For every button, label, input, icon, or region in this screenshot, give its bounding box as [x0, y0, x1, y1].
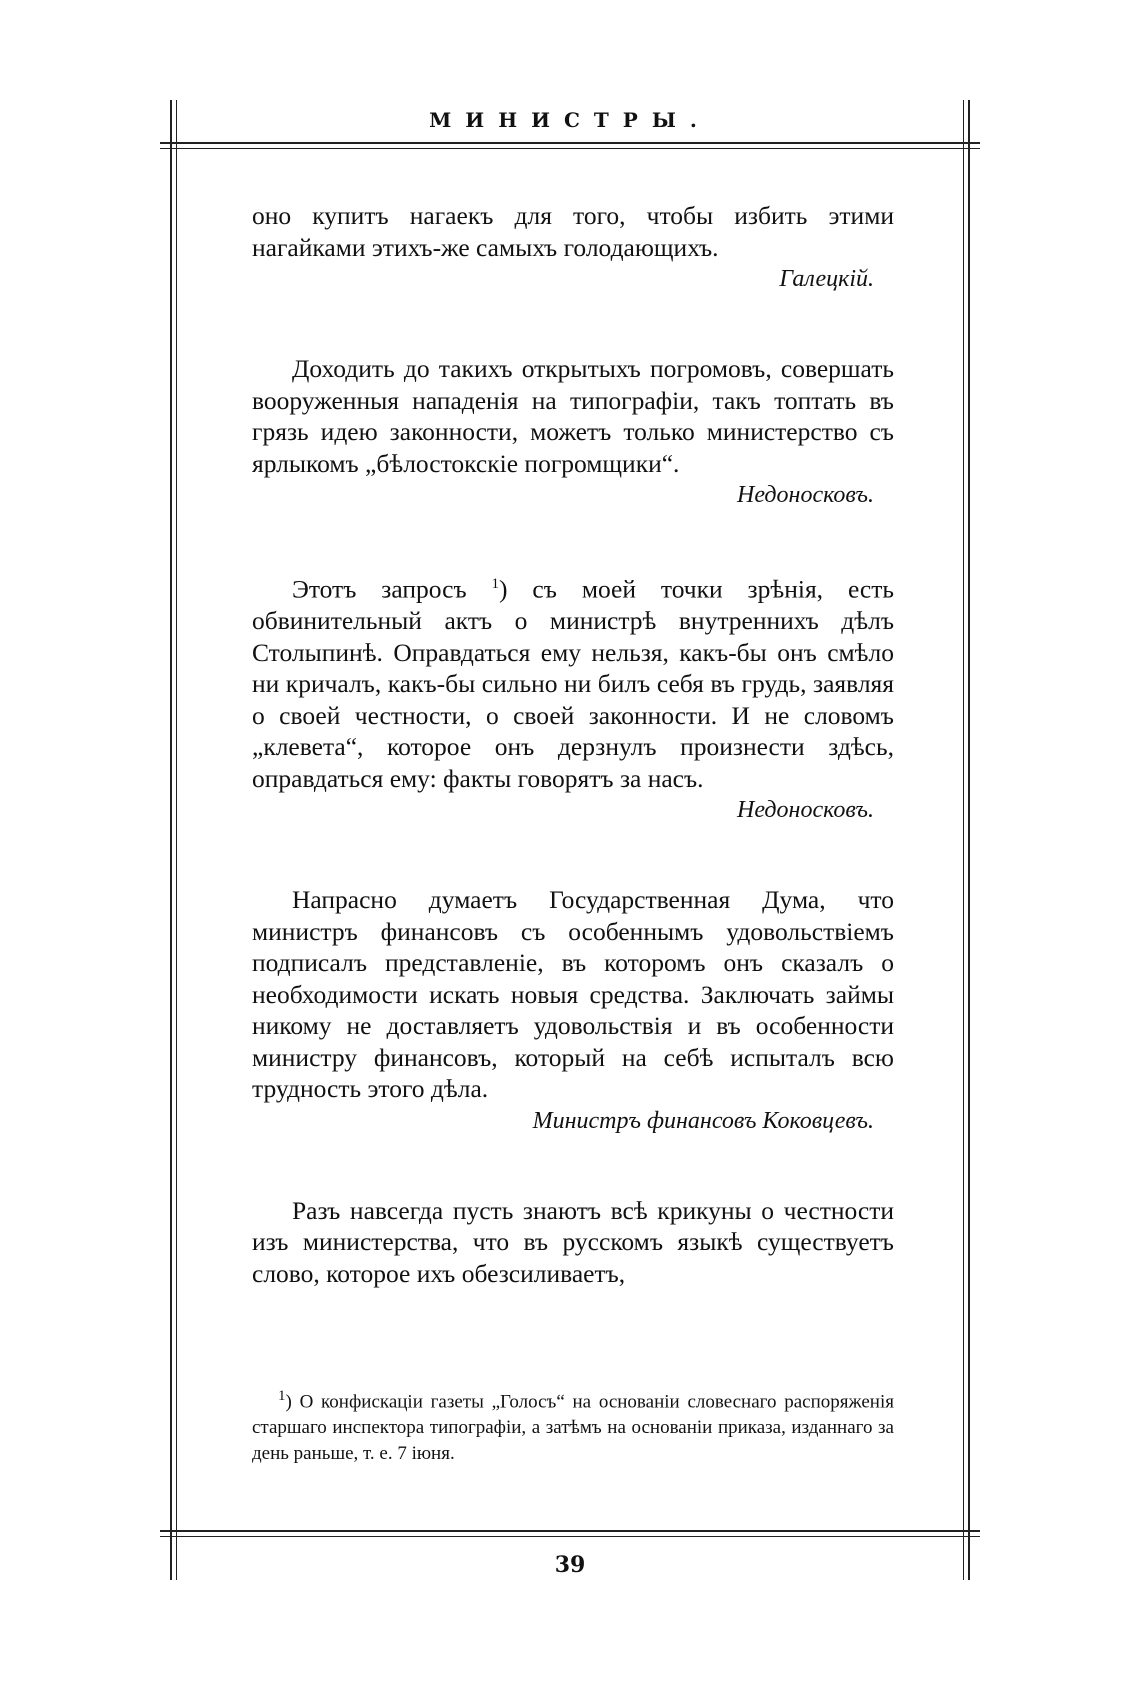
quote-author: Недоносковъ.	[737, 797, 874, 823]
quote-text: Доходить до такихъ открытыхъ погромовъ, совершать вооруженныя нападенія на типографіи, такъ топтать въ грязь идею законности, можетъ только министерство съ ярлыкомъ „бѣлостокскіе погромщики“.	[252, 354, 894, 478]
quote-author: Галецкій.	[779, 266, 874, 292]
footnote-reference: 1	[491, 576, 500, 592]
quote-text: оно купитъ нагаекъ для того, чтобы избить этими нагайками этихъ-же самыхъ голодающихъ.	[252, 201, 894, 262]
quote-text	[252, 569, 894, 794]
page-body	[252, 200, 894, 1347]
footnote-mark: 1	[278, 1388, 286, 1404]
frame-left-inner	[176, 100, 177, 1580]
frame-bottom-rule-thin	[160, 1536, 980, 1537]
frame-left-outer	[170, 100, 172, 1580]
quote-4	[252, 884, 894, 1137]
frame-right-outer	[968, 100, 970, 1580]
quote-author: Министръ финансовъ Коковцевъ.	[532, 1107, 874, 1134]
quote-author: Недоносковъ.	[737, 482, 874, 508]
footnote-body: ) О конфискаціи газеты „Голосъ“ на основаніи словеснаго распоряженія старшаго инспектора типографіи, а затѣмъ на основаніи приказа, изданнаго за день раньше, т. е. 7 іюня.	[252, 1391, 894, 1465]
quote-1	[252, 200, 894, 295]
footnote-text	[252, 1383, 894, 1467]
quote-2	[252, 353, 894, 511]
quote-5	[252, 1195, 894, 1290]
quote-text: Разъ навсегда пусть знаютъ всѣ крикуны о честности изъ министерства, что въ русскомъ языкѣ существуетъ слово, которое ихъ обезсиливаетъ,	[252, 1195, 894, 1288]
frame-right-inner	[963, 100, 964, 1580]
quote-text-rest: ) съ моей точки зрѣнія, есть обвинительный актъ о министрѣ внутреннихъ дѣлъ Столыпинѣ. Оправдаться ему нельзя, какъ-бы онъ смѣло ни кричалъ, какъ-бы сильно ни билъ себя въ грудь, заявляя о своей честности, о своей законности. И не словомъ „клевета“, которое онъ дерзнулъ произнести здѣсь, оправдаться ему: факты говорятъ за насъ.	[252, 574, 894, 793]
frame-bottom-rule	[160, 1530, 980, 1532]
frame-top-rule-thin	[160, 148, 980, 149]
running-header: МИНИСТРЫ.	[429, 108, 711, 132]
quote-3	[252, 569, 894, 826]
quote-text-start: Этотъ запросъ	[292, 574, 467, 604]
quote-text: Напрасно думаетъ Государственная Дума, что министръ финансовъ съ особеннымъ удовольствіемъ подписалъ представленіе, въ которомъ онъ сказалъ о необходимости искать новыя средства. Заключать займы никому не доставляетъ удовольствія и въ особенности министру финансовъ, который на себѣ испыталъ всю трудность этого дѣла.	[252, 885, 894, 1103]
frame-top-rule	[160, 142, 980, 144]
page-number: 39	[554, 1552, 586, 1578]
footnote	[252, 1383, 894, 1467]
